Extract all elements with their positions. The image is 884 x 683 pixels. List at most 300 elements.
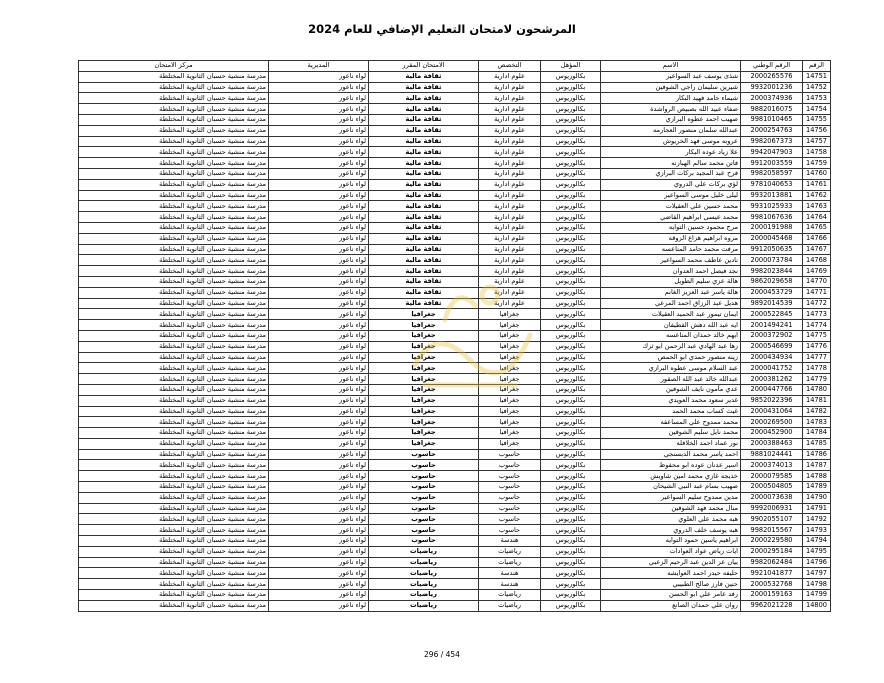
cell-qualification: بكالوريوس xyxy=(541,298,601,309)
cell-seq: 14795 xyxy=(803,546,831,557)
table-row xyxy=(79,438,831,449)
cell-qualification: بكالوريوس xyxy=(541,93,601,104)
cell-directorate: لواء ناعور xyxy=(269,114,369,125)
cell-name: شيماء حامد فهيد البكار xyxy=(601,93,741,104)
cell-directorate: لواء ناعور xyxy=(269,492,369,503)
cell-exam: ثقافة مالية xyxy=(369,93,479,104)
cell-exam: حاسوب xyxy=(369,460,479,471)
table-header-row xyxy=(79,61,831,72)
cell-specialization: علوم ادارية xyxy=(479,93,541,104)
cell-exam: ثقافة مالية xyxy=(369,71,479,82)
cell-directorate: لواء ناعور xyxy=(269,233,369,244)
cell-center: مدرسة منشية حسبان الثانوية المختلطة xyxy=(79,395,269,406)
cell-directorate: لواء ناعور xyxy=(269,298,369,309)
header-center: مركز الامتحان xyxy=(79,61,269,72)
cell-specialization: علوم ادارية xyxy=(479,222,541,233)
cell-seq: 14763 xyxy=(803,201,831,212)
cell-seq: 14792 xyxy=(803,514,831,525)
cell-specialization: جغرافيا xyxy=(479,352,541,363)
cell-national-id: 9982015567 xyxy=(741,525,803,536)
cell-qualification: بكالوريوس xyxy=(541,287,601,298)
cell-seq: 14776 xyxy=(803,341,831,352)
cell-seq: 14774 xyxy=(803,320,831,331)
cell-qualification: بكالوريوس xyxy=(541,395,601,406)
table-row xyxy=(79,82,831,93)
cell-center: مدرسة منشية حسبان الثانوية المختلطة xyxy=(79,341,269,352)
cell-seq: 14784 xyxy=(803,428,831,439)
cell-center: مدرسة منشية حسبان الثانوية المختلطة xyxy=(79,514,269,525)
cell-national-id: 9932013881 xyxy=(741,190,803,201)
cell-national-id: 9981067636 xyxy=(741,212,803,223)
cell-qualification: بكالوريوس xyxy=(541,438,601,449)
cell-name: ايمان تيمور عبد الحميد العقيلات xyxy=(601,309,741,320)
cell-directorate: لواء ناعور xyxy=(269,579,369,590)
cell-qualification: بكالوريوس xyxy=(541,492,601,503)
cell-specialization: علوم ادارية xyxy=(479,266,541,277)
cell-name: منال محمد فهد الشوفين xyxy=(601,503,741,514)
cell-seq: 14770 xyxy=(803,276,831,287)
cell-specialization: علوم ادارية xyxy=(479,114,541,125)
table-row xyxy=(79,212,831,223)
cell-seq: 14764 xyxy=(803,212,831,223)
header-exam: الامتحان المقرر xyxy=(369,61,479,72)
cell-national-id: 2000295184 xyxy=(741,546,803,557)
cell-directorate: لواء ناعور xyxy=(269,460,369,471)
cell-name: زينه منصور حمدي ابو الحمص xyxy=(601,352,741,363)
cell-name: عدي مأمون نايف الشوفين xyxy=(601,384,741,395)
cell-specialization: علوم ادارية xyxy=(479,147,541,158)
cell-qualification: بكالوريوس xyxy=(541,147,601,158)
cell-specialization: جغرافيا xyxy=(479,341,541,352)
cell-seq: 14759 xyxy=(803,158,831,169)
cell-qualification: بكالوريوس xyxy=(541,158,601,169)
cell-center: مدرسة منشية حسبان الثانوية المختلطة xyxy=(79,579,269,590)
cell-center: مدرسة منشية حسبان الثانوية المختلطة xyxy=(79,536,269,547)
cell-center: مدرسة منشية حسبان الثانوية المختلطة xyxy=(79,352,269,363)
cell-directorate: لواء ناعور xyxy=(269,536,369,547)
cell-directorate: لواء ناعور xyxy=(269,395,369,406)
cell-center: مدرسة منشية حسبان الثانوية المختلطة xyxy=(79,417,269,428)
cell-specialization: علوم ادارية xyxy=(479,255,541,266)
cell-seq: 14796 xyxy=(803,557,831,568)
cell-exam: ثقافة مالية xyxy=(369,255,479,266)
cell-name: هالة عزي سليم الطويل xyxy=(601,276,741,287)
cell-seq: 14756 xyxy=(803,125,831,136)
cell-directorate: لواء ناعور xyxy=(269,363,369,374)
table-row xyxy=(79,93,831,104)
cell-seq: 14754 xyxy=(803,104,831,115)
cell-name: مرفت محمد حامد المناعسه xyxy=(601,244,741,255)
cell-center: مدرسة منشية حسبان الثانوية المختلطة xyxy=(79,287,269,298)
cell-qualification: بكالوريوس xyxy=(541,276,601,287)
cell-seq: 14766 xyxy=(803,233,831,244)
cell-national-id: 9781040653 xyxy=(741,179,803,190)
cell-qualification: بكالوريوس xyxy=(541,568,601,579)
cell-specialization: رياضيات xyxy=(479,600,541,611)
cell-directorate: لواء ناعور xyxy=(269,449,369,460)
cell-specialization: حاسوب xyxy=(479,503,541,514)
cell-directorate: لواء ناعور xyxy=(269,525,369,536)
table-row xyxy=(79,158,831,169)
cell-directorate: لواء ناعور xyxy=(269,136,369,147)
cell-name: غيث كساب محمد الحمد xyxy=(601,406,741,417)
cell-qualification: بكالوريوس xyxy=(541,71,601,82)
cell-specialization: جغرافيا xyxy=(479,374,541,385)
cell-name: صهيب بسام عبد النبي الشيحان xyxy=(601,482,741,493)
table-body xyxy=(79,71,831,611)
table-row xyxy=(79,147,831,158)
table-row xyxy=(79,201,831,212)
cell-qualification: بكالوريوس xyxy=(541,168,601,179)
cell-center: مدرسة منشية حسبان الثانوية المختلطة xyxy=(79,190,269,201)
cell-directorate: لواء ناعور xyxy=(269,190,369,201)
cell-seq: 14771 xyxy=(803,287,831,298)
cell-center: مدرسة منشية حسبان الثانوية المختلطة xyxy=(79,114,269,125)
cell-center: مدرسة منشية حسبان الثانوية المختلطة xyxy=(79,492,269,503)
cell-directorate: لواء ناعور xyxy=(269,320,369,331)
cell-exam: جغرافيا xyxy=(369,309,479,320)
cell-national-id: 2001494241 xyxy=(741,320,803,331)
cell-name: نجد فيصل احمد العدوان xyxy=(601,266,741,277)
cell-center: مدرسة منشية حسبان الثانوية المختلطة xyxy=(79,93,269,104)
table-row xyxy=(79,222,831,233)
cell-qualification: بكالوريوس xyxy=(541,190,601,201)
cell-name: هديل عبد الرزاق احمد المرعي xyxy=(601,298,741,309)
cell-center: مدرسة منشية حسبان الثانوية المختلطة xyxy=(79,330,269,341)
cell-qualification: بكالوريوس xyxy=(541,579,601,590)
cell-center: مدرسة منشية حسبان الثانوية المختلطة xyxy=(79,449,269,460)
cell-center: مدرسة منشية حسبان الثانوية المختلطة xyxy=(79,384,269,395)
cell-center: مدرسة منشية حسبان الثانوية المختلطة xyxy=(79,374,269,385)
cell-seq: 14797 xyxy=(803,568,831,579)
cell-national-id: 2000374013 xyxy=(741,460,803,471)
cell-seq: 14777 xyxy=(803,352,831,363)
cell-specialization: علوم ادارية xyxy=(479,287,541,298)
cell-exam: ثقافة مالية xyxy=(369,104,479,115)
cell-specialization: علوم ادارية xyxy=(479,71,541,82)
cell-center: مدرسة منشية حسبان الثانوية المختلطة xyxy=(79,471,269,482)
cell-exam: جغرافيا xyxy=(369,395,479,406)
cell-qualification: بكالوريوس xyxy=(541,449,601,460)
cell-national-id: 9862029658 xyxy=(741,276,803,287)
cell-center: مدرسة منشية حسبان الثانوية المختلطة xyxy=(79,406,269,417)
cell-qualification: بكالوريوس xyxy=(541,82,601,93)
table-row xyxy=(79,104,831,115)
cell-directorate: لواء ناعور xyxy=(269,330,369,341)
table-row xyxy=(79,449,831,460)
cell-exam: حاسوب xyxy=(369,482,479,493)
cell-exam: حاسوب xyxy=(369,514,479,525)
cell-exam: رياضيات xyxy=(369,579,479,590)
header-name: الاسم xyxy=(601,61,741,72)
cell-qualification: بكالوريوس xyxy=(541,179,601,190)
table-row xyxy=(79,536,831,547)
cell-national-id: 9882016075 xyxy=(741,104,803,115)
cell-seq: 14794 xyxy=(803,536,831,547)
cell-exam: جغرافيا xyxy=(369,363,479,374)
cell-qualification: بكالوريوس xyxy=(541,546,601,557)
cell-exam: جغرافيا xyxy=(369,406,479,417)
cell-specialization: رياضيات xyxy=(479,590,541,601)
cell-directorate: لواء ناعور xyxy=(269,168,369,179)
cell-national-id: 9932001236 xyxy=(741,82,803,93)
cell-national-id: 2000229580 xyxy=(741,536,803,547)
cell-center: مدرسة منشية حسبان الثانوية المختلطة xyxy=(79,276,269,287)
cell-qualification: بكالوريوس xyxy=(541,233,601,244)
cell-qualification: بكالوريوس xyxy=(541,244,601,255)
cell-specialization: علوم ادارية xyxy=(479,179,541,190)
table-row xyxy=(79,492,831,503)
cell-specialization: حاسوب xyxy=(479,492,541,503)
cell-name: عبدالله خالد عبد الله الصقور xyxy=(601,374,741,385)
cell-national-id: 2000388463 xyxy=(741,438,803,449)
cell-name: ايات رياض عواد العوادات xyxy=(601,546,741,557)
cell-directorate: لواء ناعور xyxy=(269,428,369,439)
table-row xyxy=(79,341,831,352)
cell-center: مدرسة منشية حسبان الثانوية المختلطة xyxy=(79,309,269,320)
cell-specialization: جغرافيا xyxy=(479,395,541,406)
cell-specialization: علوم ادارية xyxy=(479,125,541,136)
cell-exam: ثقافة مالية xyxy=(369,244,479,255)
cell-directorate: لواء ناعور xyxy=(269,276,369,287)
cell-directorate: لواء ناعور xyxy=(269,341,369,352)
table-row xyxy=(79,71,831,82)
cell-center: مدرسة منشية حسبان الثانوية المختلطة xyxy=(79,568,269,579)
page-number: 296 / 454 xyxy=(424,650,460,659)
table-row xyxy=(79,244,831,255)
cell-name: فاتن محمد سالم الهبارنه xyxy=(601,158,741,169)
cell-specialization: حاسوب xyxy=(479,460,541,471)
cell-qualification: بكالوريوس xyxy=(541,352,601,363)
cell-specialization: جغرافيا xyxy=(479,309,541,320)
cell-center: مدرسة منشية حسبان الثانوية المختلطة xyxy=(79,298,269,309)
cell-exam: جغرافيا xyxy=(369,384,479,395)
cell-exam: ثقافة مالية xyxy=(369,212,479,223)
cell-exam: ثقافة مالية xyxy=(369,201,479,212)
cell-seq: 14758 xyxy=(803,147,831,158)
cell-directorate: لواء ناعور xyxy=(269,503,369,514)
table-row xyxy=(79,114,831,125)
cell-specialization: جغرافيا xyxy=(479,417,541,428)
cell-directorate: لواء ناعور xyxy=(269,406,369,417)
cell-center: مدرسة منشية حسبان الثانوية المختلطة xyxy=(79,125,269,136)
cell-specialization: جغرافيا xyxy=(479,320,541,331)
cell-exam: ثقافة مالية xyxy=(369,222,479,233)
cell-seq: 14755 xyxy=(803,114,831,125)
cell-exam: رياضيات xyxy=(369,600,479,611)
cell-national-id: 9982058597 xyxy=(741,168,803,179)
table-row xyxy=(79,374,831,385)
cell-exam: حاسوب xyxy=(369,471,479,482)
cell-qualification: بكالوريوس xyxy=(541,471,601,482)
cell-specialization: هندسة xyxy=(479,568,541,579)
cell-directorate: لواء ناعور xyxy=(269,266,369,277)
table-row xyxy=(79,276,831,287)
cell-specialization: جغرافيا xyxy=(479,330,541,341)
cell-directorate: لواء ناعور xyxy=(269,514,369,525)
cell-exam: ثقافة مالية xyxy=(369,147,479,158)
cell-exam: ثقافة مالية xyxy=(369,287,479,298)
cell-exam: ثقافة مالية xyxy=(369,114,479,125)
cell-center: مدرسة منشية حسبان الثانوية المختلطة xyxy=(79,71,269,82)
cell-seq: 14775 xyxy=(803,330,831,341)
candidates-table xyxy=(78,60,831,612)
cell-directorate: لواء ناعور xyxy=(269,147,369,158)
cell-national-id: 9981010465 xyxy=(741,114,803,125)
cell-specialization: علوم ادارية xyxy=(479,136,541,147)
cell-qualification: بكالوريوس xyxy=(541,136,601,147)
cell-name: مرح محمود حسين التوايه xyxy=(601,222,741,233)
cell-center: مدرسة منشية حسبان الثانوية المختلطة xyxy=(79,600,269,611)
cell-exam: ثقافة مالية xyxy=(369,136,479,147)
cell-name: ابراهيم ياسين حمود التوايه xyxy=(601,536,741,547)
cell-name: محمد ممدوح علي المساعفه xyxy=(601,417,741,428)
cell-center: مدرسة منشية حسبان الثانوية المختلطة xyxy=(79,147,269,158)
cell-directorate: لواء ناعور xyxy=(269,352,369,363)
cell-specialization: جغرافيا xyxy=(479,363,541,374)
cell-exam: حاسوب xyxy=(369,525,479,536)
cell-directorate: لواء ناعور xyxy=(269,546,369,557)
cell-national-id: 9881024441 xyxy=(741,449,803,460)
cell-name: رفد عامر علي ابو الحسن xyxy=(601,590,741,601)
cell-specialization: جغرافيا xyxy=(479,428,541,439)
cell-name: لؤي بركات علي الدروي xyxy=(601,179,741,190)
header-qualification: المؤهل xyxy=(541,61,601,72)
cell-seq: 14765 xyxy=(803,222,831,233)
cell-center: مدرسة منشية حسبان الثانوية المختلطة xyxy=(79,557,269,568)
cell-national-id: 2000546699 xyxy=(741,341,803,352)
cell-seq: 14790 xyxy=(803,492,831,503)
cell-qualification: بكالوريوس xyxy=(541,125,601,136)
cell-specialization: علوم ادارية xyxy=(479,104,541,115)
cell-qualification: بكالوريوس xyxy=(541,341,601,352)
cell-national-id: 9892014539 xyxy=(741,298,803,309)
cell-specialization: علوم ادارية xyxy=(479,158,541,169)
cell-exam: حاسوب xyxy=(369,492,479,503)
cell-seq: 14787 xyxy=(803,460,831,471)
cell-national-id: 2000372902 xyxy=(741,330,803,341)
table-row xyxy=(79,190,831,201)
cell-qualification: بكالوريوس xyxy=(541,428,601,439)
cell-exam: حاسوب xyxy=(369,536,479,547)
table-row xyxy=(79,179,831,190)
cell-exam: جغرافيا xyxy=(369,428,479,439)
table-row xyxy=(79,428,831,439)
cell-exam: ثقافة مالية xyxy=(369,82,479,93)
cell-national-id: 2000159163 xyxy=(741,590,803,601)
cell-name: علا زياد عوده البكار xyxy=(601,147,741,158)
cell-name: محمد حسين علي العقيلات xyxy=(601,201,741,212)
cell-national-id: 2000045468 xyxy=(741,233,803,244)
table-row xyxy=(79,168,831,179)
table-row xyxy=(79,330,831,341)
cell-exam: جغرافيا xyxy=(369,341,479,352)
cell-name: صهيب احمد عطوه البرازي xyxy=(601,114,741,125)
cell-name: غدير سعود محمد العويدي xyxy=(601,395,741,406)
cell-qualification: بكالوريوس xyxy=(541,525,601,536)
cell-center: مدرسة منشية حسبان الثانوية المختلطة xyxy=(79,233,269,244)
cell-center: مدرسة منشية حسبان الثانوية المختلطة xyxy=(79,255,269,266)
cell-national-id: 9992006931 xyxy=(741,503,803,514)
cell-name: هبه يوسف خلف الدروي xyxy=(601,525,741,536)
cell-national-id: 9962021228 xyxy=(741,600,803,611)
cell-qualification: بكالوريوس xyxy=(541,309,601,320)
cell-name: خديجه غازي محمد امين شاويش xyxy=(601,471,741,482)
cell-seq: 14753 xyxy=(803,93,831,104)
cell-directorate: لواء ناعور xyxy=(269,374,369,385)
cell-national-id: 2000269500 xyxy=(741,417,803,428)
cell-qualification: بكالوريوس xyxy=(541,201,601,212)
cell-name: ايه عبد الله دهش القطيفان xyxy=(601,320,741,331)
cell-center: مدرسة منشية حسبان الثانوية المختلطة xyxy=(79,482,269,493)
cell-directorate: لواء ناعور xyxy=(269,179,369,190)
cell-name: عبد السلام موسى عطوه البرازي xyxy=(601,363,741,374)
cell-center: مدرسة منشية حسبان الثانوية المختلطة xyxy=(79,244,269,255)
cell-national-id: 9982067373 xyxy=(741,136,803,147)
cell-specialization: علوم ادارية xyxy=(479,168,541,179)
cell-name: نور عماد احمد الخلافله xyxy=(601,438,741,449)
cell-seq: 14772 xyxy=(803,298,831,309)
cell-exam: رياضيات xyxy=(369,557,479,568)
cell-seq: 14785 xyxy=(803,438,831,449)
cell-center: مدرسة منشية حسبان الثانوية المختلطة xyxy=(79,438,269,449)
cell-qualification: بكالوريوس xyxy=(541,222,601,233)
cell-center: مدرسة منشية حسبان الثانوية المختلطة xyxy=(79,82,269,93)
cell-national-id: 2000073638 xyxy=(741,492,803,503)
header-national-id: الرقم الوطني xyxy=(741,61,803,72)
cell-qualification: بكالوريوس xyxy=(541,114,601,125)
cell-national-id: 9942047903 xyxy=(741,147,803,158)
cell-national-id: 9982023844 xyxy=(741,266,803,277)
cell-national-id: 9902055107 xyxy=(741,514,803,525)
cell-directorate: لواء ناعور xyxy=(269,222,369,233)
cell-center: مدرسة منشية حسبان الثانوية المختلطة xyxy=(79,136,269,147)
cell-qualification: بكالوريوس xyxy=(541,600,601,611)
cell-directorate: لواء ناعور xyxy=(269,71,369,82)
cell-qualification: بكالوريوس xyxy=(541,406,601,417)
cell-seq: 14791 xyxy=(803,503,831,514)
cell-qualification: بكالوريوس xyxy=(541,363,601,374)
table-row xyxy=(79,600,831,611)
cell-directorate: لواء ناعور xyxy=(269,590,369,601)
cell-national-id: 2000532768 xyxy=(741,579,803,590)
cell-directorate: لواء ناعور xyxy=(269,244,369,255)
cell-name: محمد عيسى ابراهيم القاضي xyxy=(601,212,741,223)
cell-name: حليفه حيدر احمد العوايشه xyxy=(601,568,741,579)
cell-name: شذى يوسف عبد السواعير xyxy=(601,71,741,82)
cell-qualification: بكالوريوس xyxy=(541,590,601,601)
cell-directorate: لواء ناعور xyxy=(269,201,369,212)
cell-center: مدرسة منشية حسبان الثانوية المختلطة xyxy=(79,503,269,514)
cell-seq: 14798 xyxy=(803,579,831,590)
cell-specialization: علوم ادارية xyxy=(479,201,541,212)
cell-name: فرح عبد المجيد بركات البرازي xyxy=(601,168,741,179)
cell-specialization: علوم ادارية xyxy=(479,244,541,255)
cell-directorate: لواء ناعور xyxy=(269,93,369,104)
cell-specialization: علوم ادارية xyxy=(479,82,541,93)
cell-exam: ثقافة مالية xyxy=(369,190,479,201)
cell-directorate: لواء ناعور xyxy=(269,471,369,482)
cell-center: مدرسة منشية حسبان الثانوية المختلطة xyxy=(79,460,269,471)
cell-national-id: 2000381262 xyxy=(741,374,803,385)
table-row xyxy=(79,525,831,536)
cell-exam: ثقافة مالية xyxy=(369,125,479,136)
cell-national-id: 2000041752 xyxy=(741,363,803,374)
cell-directorate: لواء ناعور xyxy=(269,255,369,266)
cell-center: مدرسة منشية حسبان الثانوية المختلطة xyxy=(79,158,269,169)
cell-center: مدرسة منشية حسبان الثانوية المختلطة xyxy=(79,104,269,115)
cell-name: حنين فارز صالح الطبيبي xyxy=(601,579,741,590)
